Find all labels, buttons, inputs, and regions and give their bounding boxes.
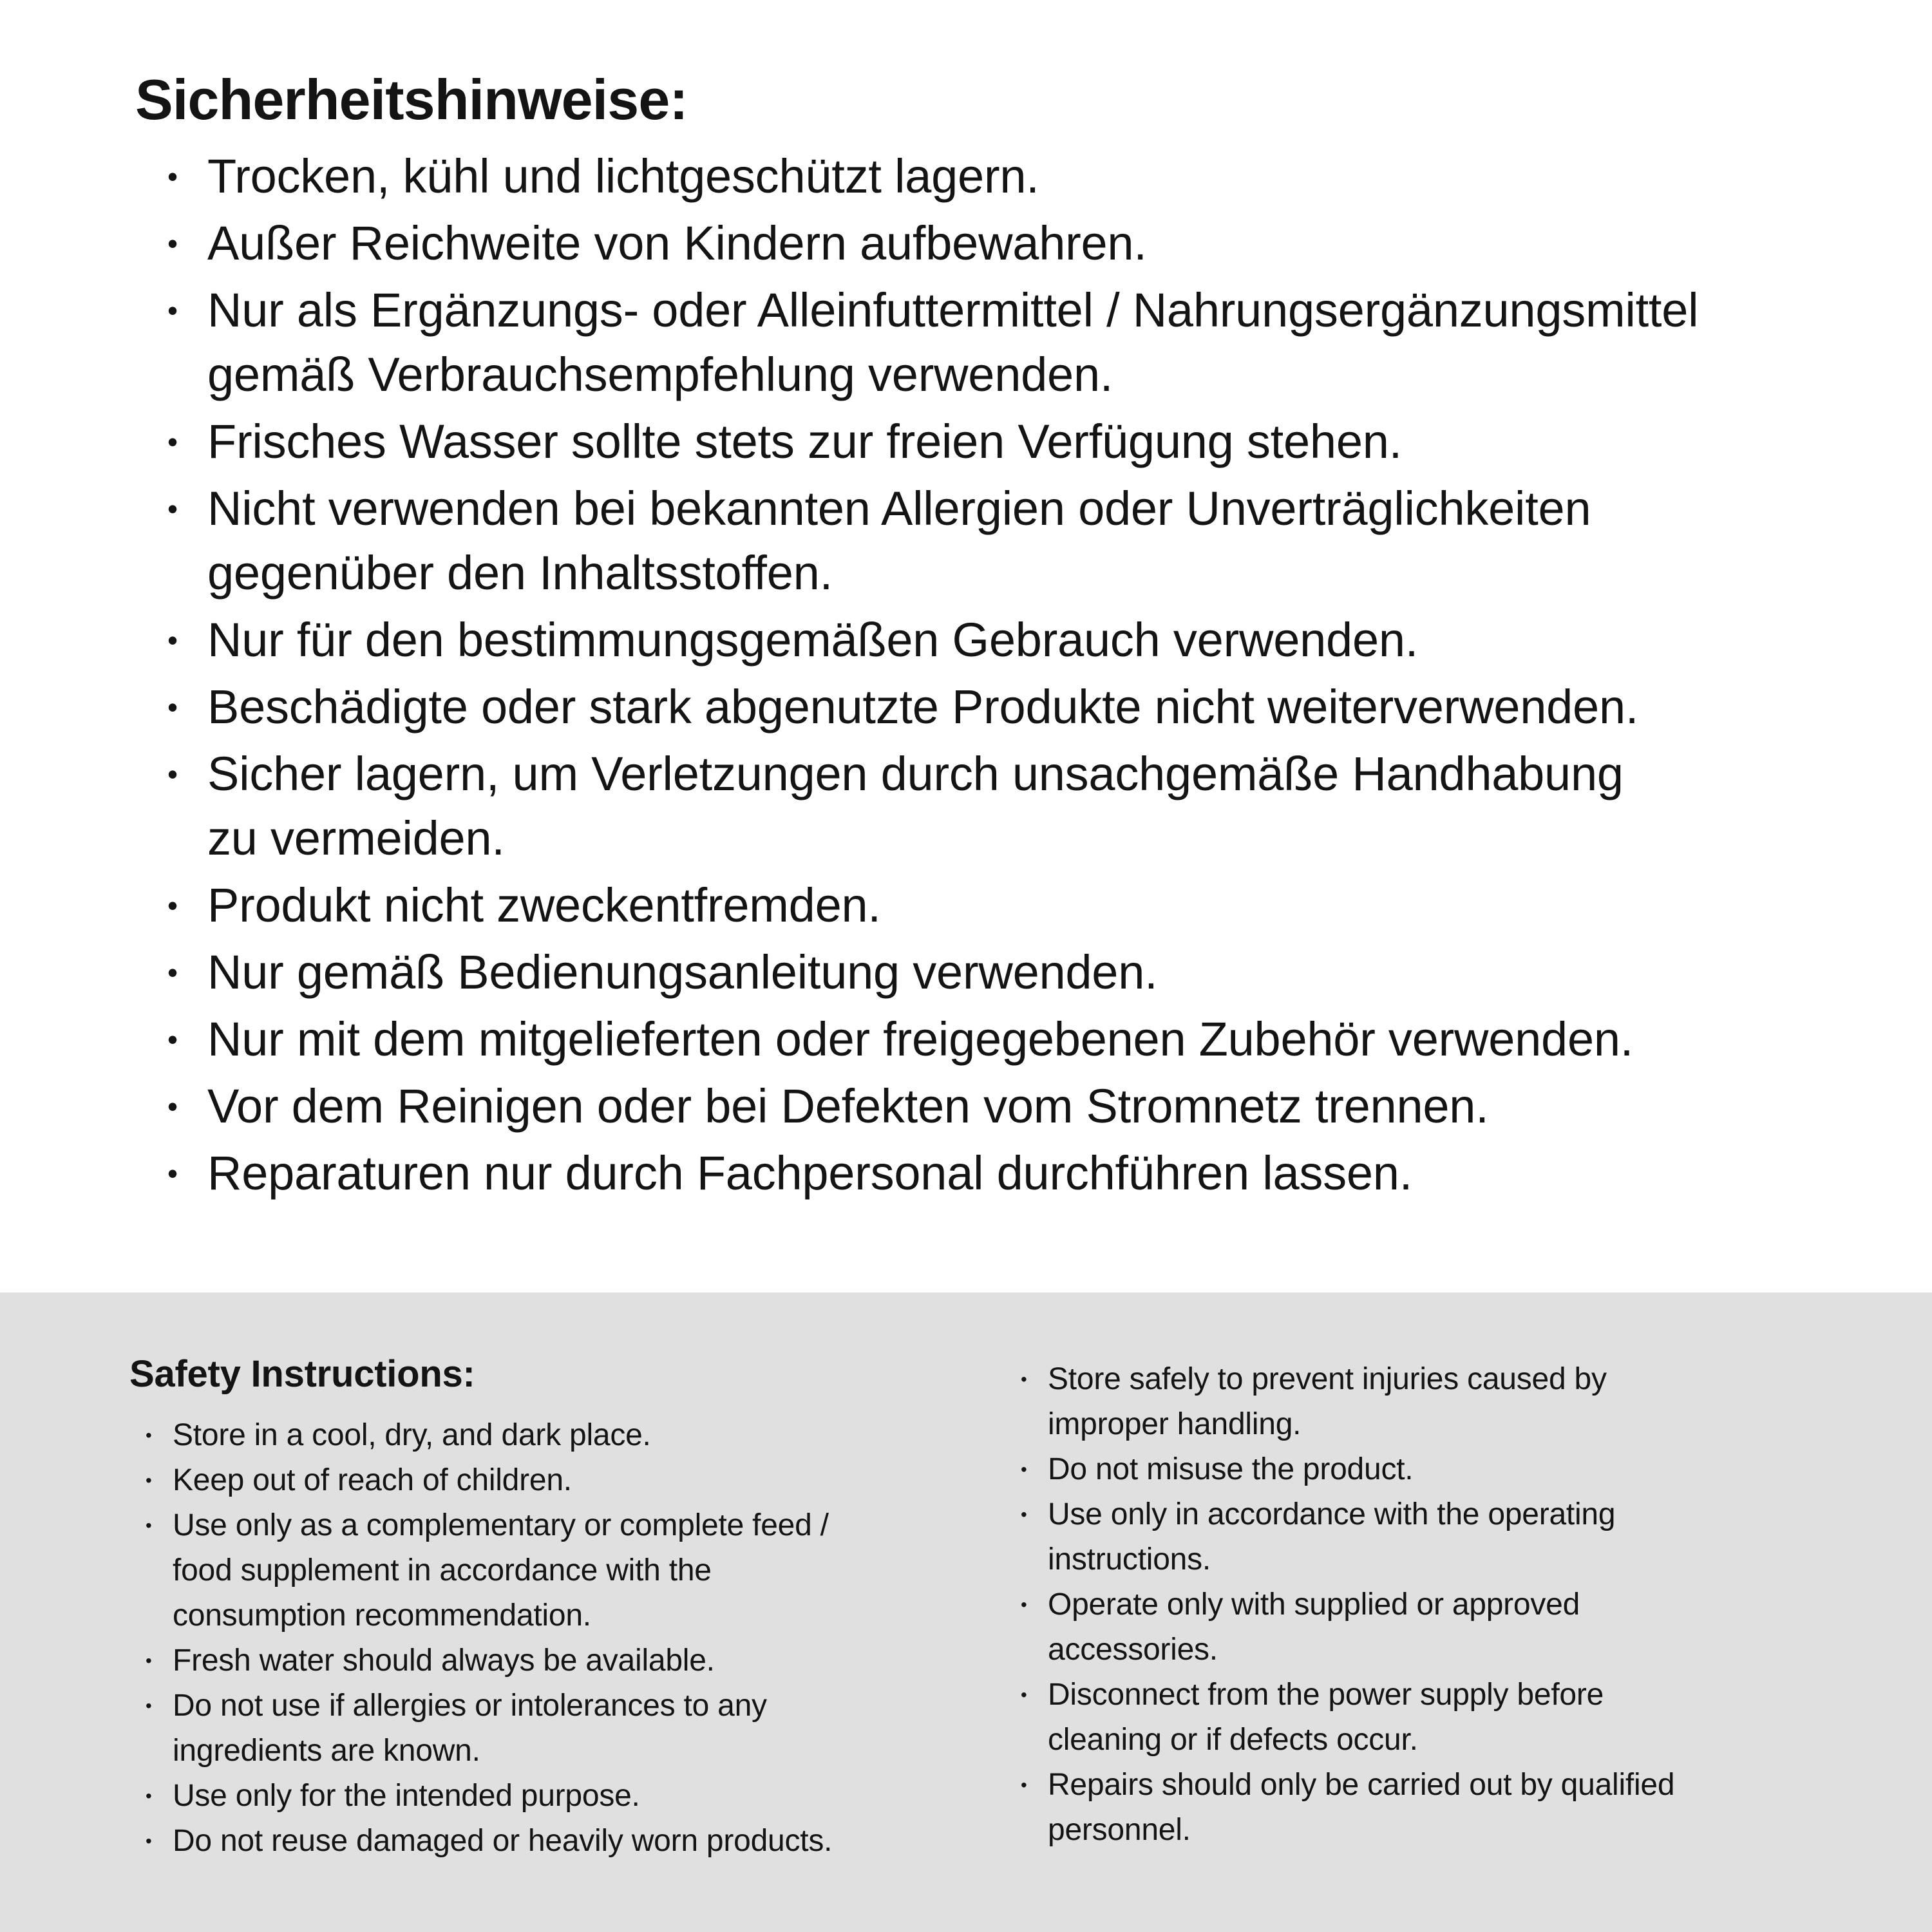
list-item	[135, 144, 1932, 209]
list-item	[135, 608, 1932, 672]
bullet-icon: •	[167, 425, 178, 459]
bullet-icon: •	[167, 1090, 178, 1123]
bullet-icon: •	[167, 956, 178, 989]
list-item-text: Nicht verwenden bei bekannten Allergien oder Unverträglichkeiten gegenüber den Inhaltsstoffen.	[207, 482, 1591, 600]
list-item	[135, 675, 1932, 739]
bullet-icon: •	[167, 160, 178, 193]
bullet-icon: •	[1021, 1595, 1027, 1615]
list-item	[146, 1503, 986, 1638]
bullet-icon: •	[146, 1425, 152, 1445]
list-item-text: Use only in accordance with the operating instructions.	[1048, 1497, 1616, 1577]
english-title: Safety Instructions:	[129, 1353, 475, 1395]
list-item-text: Store in a cool, dry, and dark place.	[173, 1418, 651, 1452]
list-item-text: Fresh water should always be available.	[173, 1643, 715, 1678]
list-item-text: Use only as a complementary or complete feed / food supplement in accordance with the consumption recommendation.	[173, 1508, 829, 1633]
list-item-text: Disconnect from the power supply before cleaning or if defects occur.	[1048, 1678, 1604, 1757]
list-item	[146, 1413, 986, 1458]
list-item	[135, 477, 1932, 605]
list-item	[1021, 1492, 1909, 1582]
list-item-text: Nur für den bestimmungsgemäßen Gebrauch verwenden.	[207, 613, 1419, 667]
list-item	[135, 1007, 1932, 1072]
list-item	[146, 1774, 986, 1819]
list-item	[135, 410, 1932, 474]
list-item-text: Nur mit dem mitgelieferten oder freigegebenen Zubehör verwenden.	[207, 1012, 1634, 1066]
list-item	[146, 1819, 986, 1864]
list-item	[135, 1141, 1932, 1206]
list-item	[1021, 1763, 1909, 1853]
bullet-icon: •	[167, 1023, 178, 1056]
list-item	[135, 742, 1932, 871]
bullet-icon: •	[146, 1786, 152, 1806]
bullet-icon: •	[146, 1470, 152, 1490]
list-item-text: Do not reuse damaged or heavily worn products.	[173, 1824, 833, 1858]
list-item	[135, 873, 1932, 938]
list-item-text: Außer Reichweite von Kindern aufbewahren.	[207, 216, 1147, 270]
bullet-icon: •	[1021, 1775, 1027, 1795]
list-item	[1021, 1357, 1909, 1447]
bullet-icon: •	[167, 294, 178, 327]
bullet-icon: •	[1021, 1459, 1027, 1479]
english-panel	[0, 1293, 1932, 1932]
bullet-icon: •	[167, 227, 178, 260]
bullet-icon: •	[146, 1515, 152, 1535]
german-title: Sicherheitshinweise:	[135, 68, 688, 131]
list-item-text: Do not misuse the product.	[1048, 1452, 1414, 1486]
english-safety-list-right	[1021, 1357, 1909, 1853]
list-item-text: Do not use if allergies or intolerances to any ingredients are known.	[173, 1689, 767, 1768]
list-item-text: Use only for the intended purpose.	[173, 1779, 640, 1813]
list-item-text: Nur gemäß Bedienungsanleitung verwenden.	[207, 945, 1158, 999]
bullet-icon: •	[1021, 1685, 1027, 1705]
list-item-text: Beschädigte oder stark abgenutzte Produkte nicht weiterverwenden.	[207, 680, 1639, 734]
list-item-text: Sicher lagern, um Verletzungen durch unsachgemäße Handhabung zu vermeiden.	[207, 747, 1624, 865]
bullet-icon: •	[167, 492, 178, 526]
list-item-text: Vor dem Reinigen oder bei Defekten vom Stromnetz trennen.	[207, 1079, 1489, 1133]
list-item-text: Reparaturen nur durch Fachpersonal durchführen lassen.	[207, 1146, 1413, 1200]
bullet-icon: •	[1021, 1369, 1027, 1389]
list-item	[146, 1683, 986, 1774]
list-item-text: Store safely to prevent injuries caused by improper handling.	[1048, 1362, 1607, 1441]
list-item	[1021, 1447, 1909, 1492]
list-item	[135, 1074, 1932, 1139]
list-item-text: Produkt nicht zweckentfremden.	[207, 878, 881, 932]
list-item-text: Nur als Ergänzungs- oder Alleinfuttermittel / Nahrungsergänzungsmittel gemäß Verbrauchsempfehlung verwenden.	[207, 283, 1699, 401]
list-item	[146, 1638, 986, 1683]
bullet-icon: •	[167, 757, 178, 791]
bullet-icon: •	[167, 1157, 178, 1190]
list-item	[135, 940, 1932, 1005]
list-item	[1021, 1582, 1909, 1672]
bullet-icon: •	[1021, 1504, 1027, 1524]
bullet-icon: •	[146, 1696, 152, 1716]
bullet-icon: •	[146, 1831, 152, 1851]
list-item	[135, 211, 1932, 276]
english-left-column	[129, 1352, 986, 1864]
list-item-text: Repairs should only be carried out by qualified personnel.	[1048, 1768, 1675, 1847]
bullet-icon: •	[167, 690, 178, 724]
list-item	[135, 278, 1932, 407]
list-item-text: Frisches Wasser sollte stets zur freien Verfügung stehen.	[207, 415, 1402, 468]
bullet-icon: •	[167, 623, 178, 657]
english-right-column	[1021, 1357, 1909, 1853]
list-item-text: Trocken, kühl und lichtgeschützt lagern.	[207, 149, 1039, 203]
list-item-text: Operate only with supplied or approved accessories.	[1048, 1587, 1580, 1667]
list-item	[146, 1458, 986, 1503]
bullet-icon: •	[167, 889, 178, 922]
list-item-text: Keep out of reach of children.	[173, 1463, 572, 1497]
english-safety-list-left	[146, 1413, 986, 1864]
list-item	[1021, 1672, 1909, 1763]
german-safety-list	[135, 144, 1932, 1206]
bullet-icon: •	[146, 1651, 152, 1671]
